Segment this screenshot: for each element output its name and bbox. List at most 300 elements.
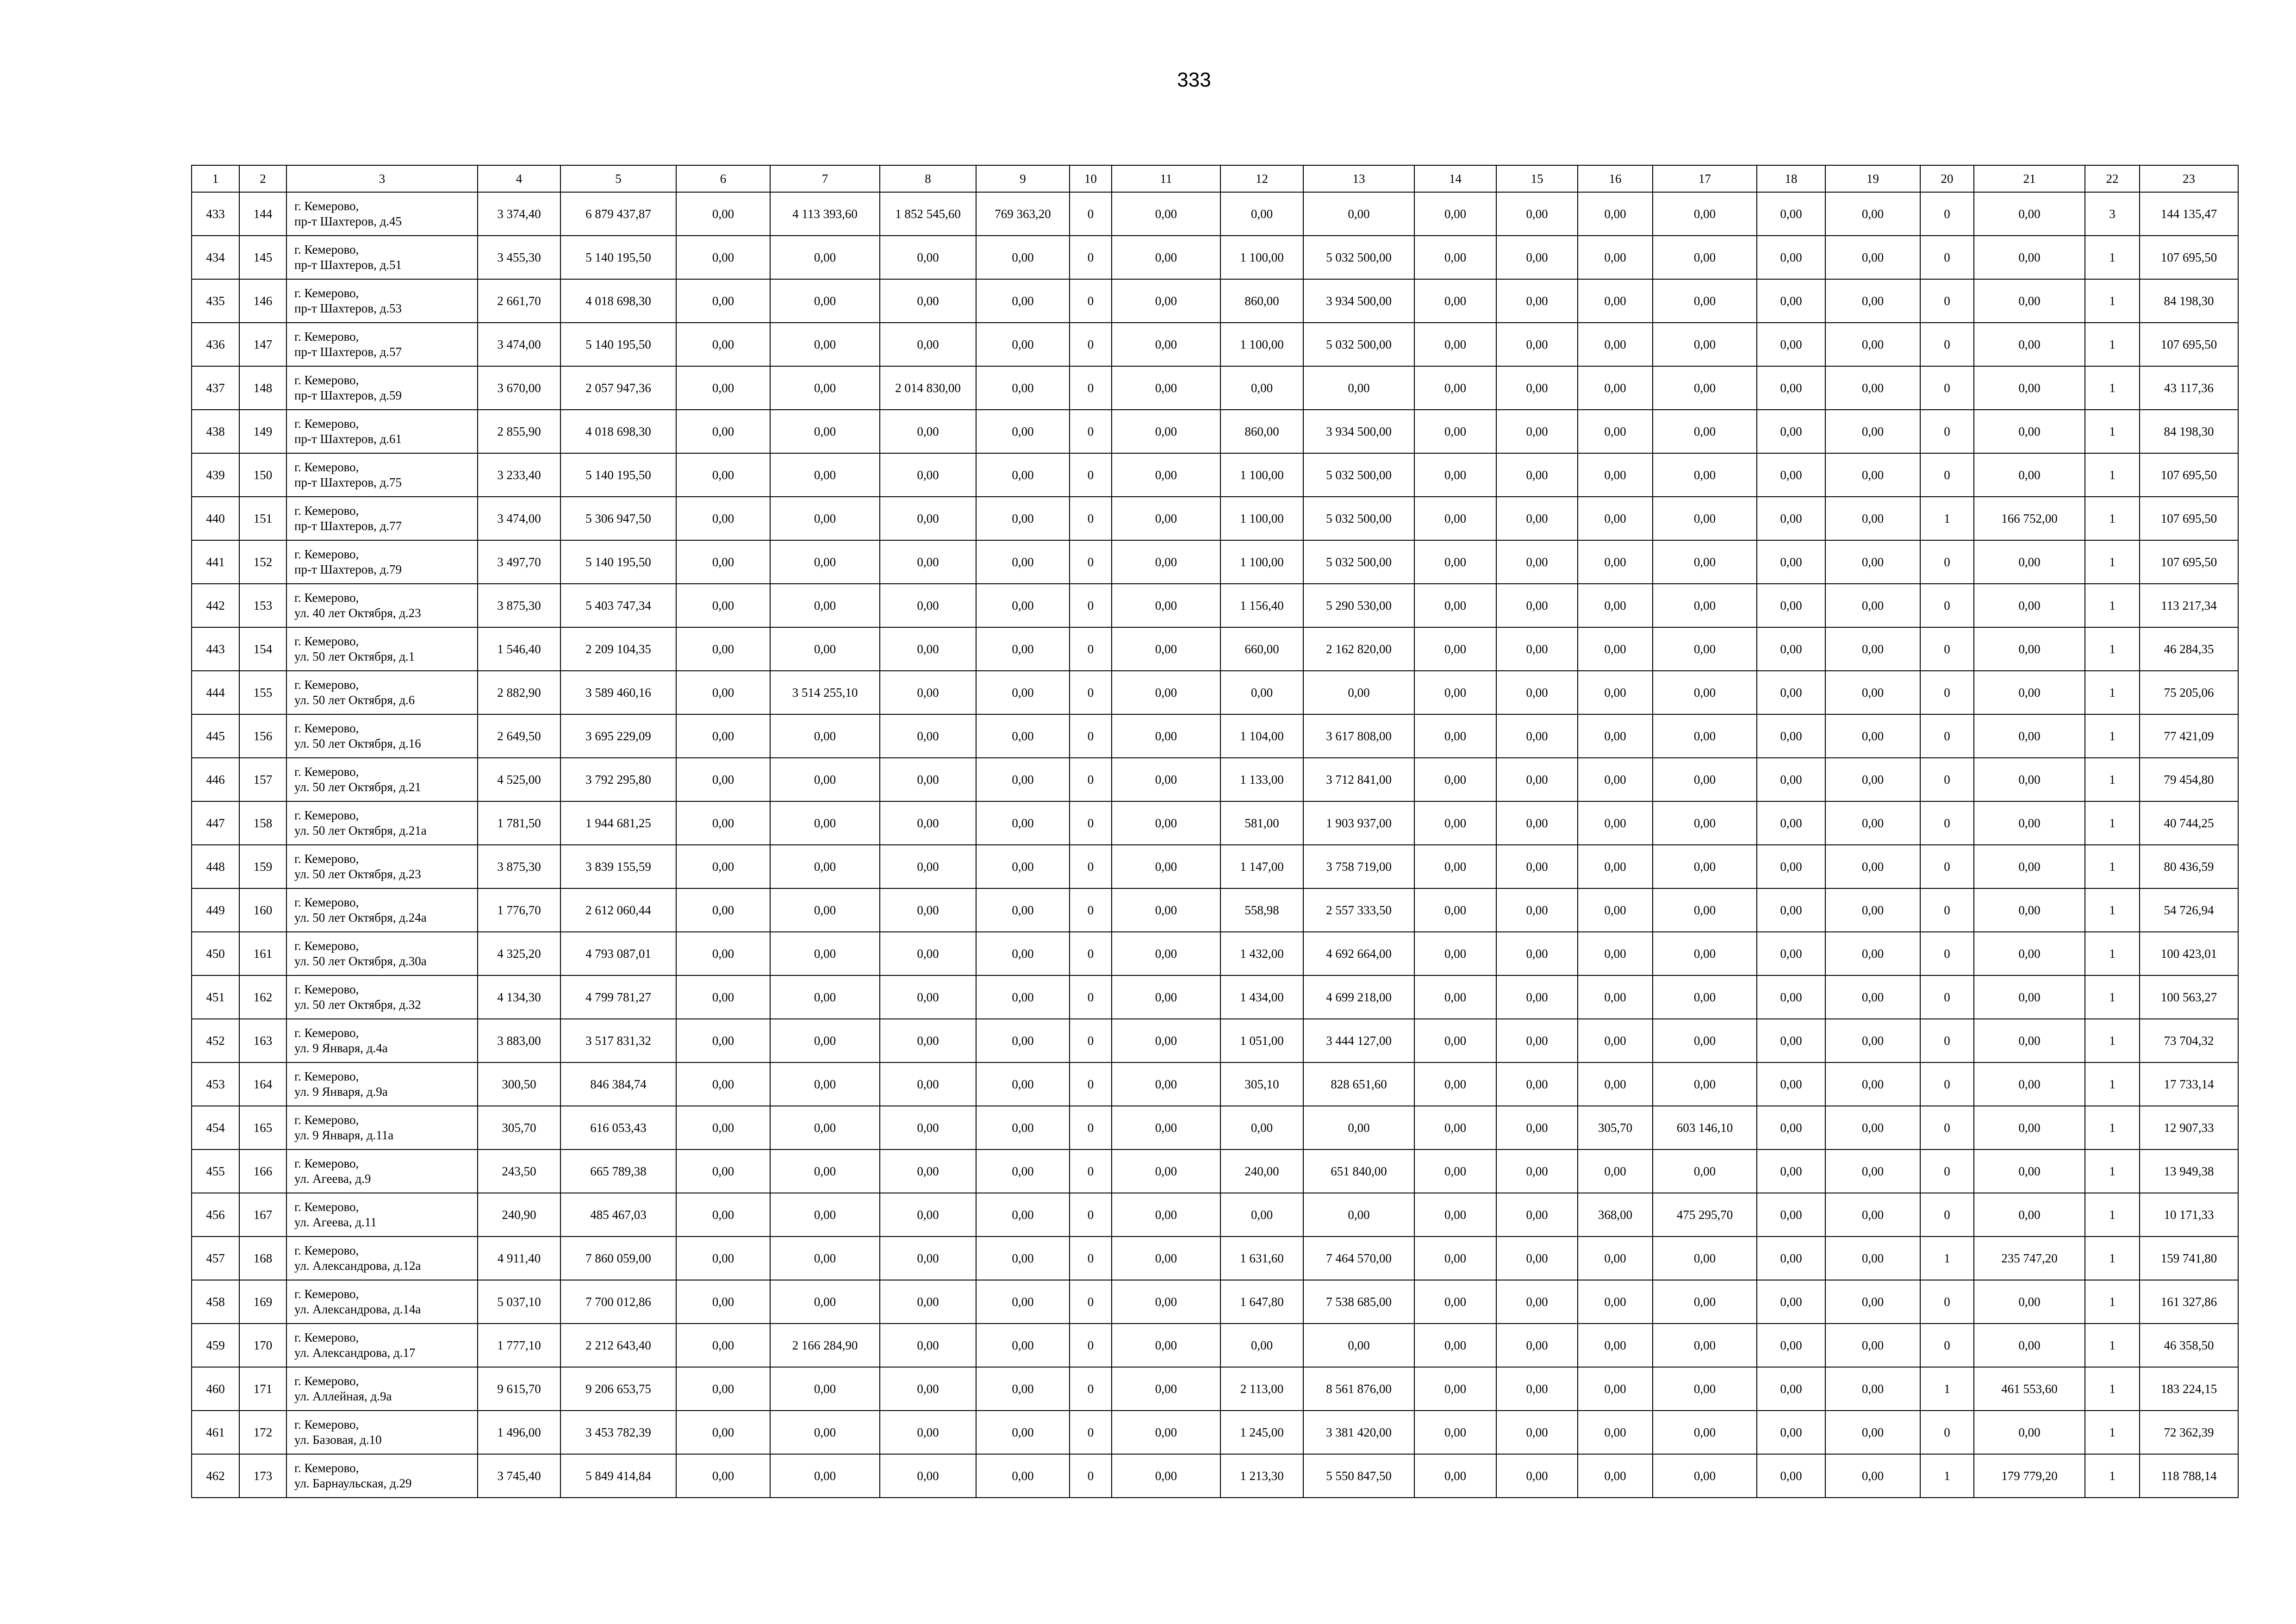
- table-cell: 0,00: [1578, 1454, 1653, 1498]
- table-cell: 0,00: [1578, 975, 1653, 1019]
- table-cell: 0,00: [976, 1367, 1070, 1411]
- table-cell: 7 464 570,00: [1303, 1237, 1414, 1280]
- table-cell: 0,00: [1825, 758, 1920, 801]
- table-cell: 77 421,09: [2140, 714, 2238, 758]
- table-cell: 5 032 500,00: [1303, 453, 1414, 497]
- column-header: 5: [560, 165, 676, 192]
- table-cell: 0: [1070, 1324, 1112, 1367]
- column-header: 11: [1112, 165, 1220, 192]
- table-cell: 162: [239, 975, 286, 1019]
- table-cell: 461: [192, 1411, 239, 1454]
- table-cell: 0,00: [1653, 1280, 1757, 1324]
- table-cell: 0,00: [880, 1411, 976, 1454]
- table-row: [192, 497, 2238, 540]
- address-line: г. Кемерово,: [294, 808, 359, 822]
- table-cell: 2 057 947,36: [560, 366, 676, 410]
- table-cell: 1 104,00: [1220, 714, 1303, 758]
- table-cell: 0,00: [676, 366, 770, 410]
- table-cell: 1: [2085, 584, 2140, 627]
- table-cell: 164: [239, 1062, 286, 1106]
- table-cell: 0,00: [1220, 366, 1303, 410]
- table-cell: 0,00: [976, 1019, 1070, 1062]
- table-cell: 0: [1070, 1193, 1112, 1237]
- column-header: 22: [2085, 165, 2140, 192]
- table-cell: 0,00: [1578, 453, 1653, 497]
- table-cell: 0,00: [1653, 801, 1757, 845]
- table-cell: 0,00: [676, 1062, 770, 1106]
- table-cell: 1 432,00: [1220, 932, 1303, 975]
- table-cell: 305,10: [1220, 1062, 1303, 1106]
- address-cell: [286, 192, 478, 236]
- address-line: пр-т Шахтеров, д.53: [294, 301, 402, 315]
- table-cell: 0,00: [976, 1062, 1070, 1106]
- table-cell: 0,00: [1414, 410, 1496, 453]
- address-line: ул. 50 лет Октября, д.21: [294, 780, 421, 794]
- table-cell: 0,00: [880, 323, 976, 366]
- table-cell: 1 245,00: [1220, 1411, 1303, 1454]
- table-cell: 2 882,90: [478, 671, 560, 714]
- table-cell: 0: [1920, 1411, 1974, 1454]
- address-line: г. Кемерово,: [294, 286, 359, 300]
- table-cell: 144: [239, 192, 286, 236]
- table-cell: 368,00: [1578, 1193, 1653, 1237]
- table-cell: 0,00: [1112, 801, 1220, 845]
- table-cell: 0,00: [976, 1237, 1070, 1280]
- table-cell: 0,00: [1757, 627, 1825, 671]
- table-cell: 9 615,70: [478, 1367, 560, 1411]
- table-cell: 166: [239, 1149, 286, 1193]
- table-cell: 0,00: [1303, 366, 1414, 410]
- table-cell: 0,00: [1496, 279, 1578, 323]
- table-cell: 0,00: [676, 1149, 770, 1193]
- address-line: ул. 50 лет Октября, д.23: [294, 867, 421, 881]
- table-cell: 0,00: [770, 888, 880, 932]
- table-cell: 2 162 820,00: [1303, 627, 1414, 671]
- table-cell: 0,00: [1825, 584, 1920, 627]
- table-cell: 0,00: [1757, 540, 1825, 584]
- table-cell: 0,00: [1653, 671, 1757, 714]
- table-cell: 0,00: [1974, 671, 2085, 714]
- table-cell: 0,00: [976, 366, 1070, 410]
- table-cell: 3: [2085, 192, 2140, 236]
- column-header: 20: [1920, 165, 1974, 192]
- table-cell: 0,00: [880, 279, 976, 323]
- table-cell: 462: [192, 1454, 239, 1498]
- table-cell: 0,00: [1496, 453, 1578, 497]
- table-cell: 0,00: [1653, 584, 1757, 627]
- table-cell: 100 563,27: [2140, 975, 2238, 1019]
- table-cell: 434: [192, 236, 239, 279]
- table-cell: 3 517 831,32: [560, 1019, 676, 1062]
- table-cell: 4 134,30: [478, 975, 560, 1019]
- table-cell: 166 752,00: [1974, 497, 2085, 540]
- address-cell: [286, 888, 478, 932]
- table-cell: 0,00: [676, 1106, 770, 1149]
- table-cell: 0,00: [1757, 671, 1825, 714]
- table-cell: 0,00: [1578, 497, 1653, 540]
- table-cell: 2 209 104,35: [560, 627, 676, 671]
- table-cell: 0,00: [1653, 627, 1757, 671]
- table-cell: 0,00: [1825, 975, 1920, 1019]
- address-line: г. Кемерово,: [294, 939, 359, 953]
- table-cell: 2 166 284,90: [770, 1324, 880, 1367]
- table-cell: 0: [1070, 540, 1112, 584]
- table-cell: 1: [2085, 497, 2140, 540]
- address-line: ул. 9 Января, д.11а: [294, 1128, 394, 1142]
- table-cell: 0,00: [676, 1019, 770, 1062]
- address-cell: [286, 627, 478, 671]
- table-cell: 0,00: [1825, 323, 1920, 366]
- table-cell: 54 726,94: [2140, 888, 2238, 932]
- table-row: [192, 758, 2238, 801]
- table-cell: 0,00: [1496, 714, 1578, 758]
- table-cell: 0,00: [1414, 236, 1496, 279]
- table-cell: 0,00: [676, 1324, 770, 1367]
- table-cell: 0,00: [1825, 671, 1920, 714]
- table-cell: 5 306 947,50: [560, 497, 676, 540]
- table-cell: 4 699 218,00: [1303, 975, 1414, 1019]
- address-cell: [286, 845, 478, 888]
- table-cell: 0,00: [770, 279, 880, 323]
- table-cell: 0,00: [1825, 1019, 1920, 1062]
- table-cell: 485 467,03: [560, 1193, 676, 1237]
- table-row: [192, 1411, 2238, 1454]
- table-row: [192, 279, 2238, 323]
- table-cell: 0,00: [1414, 714, 1496, 758]
- table-cell: 3 883,00: [478, 1019, 560, 1062]
- table-cell: 1 631,60: [1220, 1237, 1303, 1280]
- table-cell: 0: [1070, 1062, 1112, 1106]
- table-cell: 169: [239, 1280, 286, 1324]
- table-cell: 107 695,50: [2140, 540, 2238, 584]
- column-header: 9: [976, 165, 1070, 192]
- table-cell: 0,00: [1496, 975, 1578, 1019]
- address-line: г. Кемерово,: [294, 330, 359, 344]
- table-cell: 0,00: [770, 975, 880, 1019]
- column-header: 4: [478, 165, 560, 192]
- table-cell: 151: [239, 497, 286, 540]
- address-line: пр-т Шахтеров, д.57: [294, 345, 402, 359]
- address-line: г. Кемерово,: [294, 852, 359, 866]
- table-cell: 0,00: [976, 323, 1070, 366]
- table-cell: 1: [2085, 1062, 2140, 1106]
- address-cell: [286, 410, 478, 453]
- table-cell: 5 032 500,00: [1303, 323, 1414, 366]
- table-cell: 0,00: [1414, 801, 1496, 845]
- table-cell: 0,00: [1414, 1237, 1496, 1280]
- table-cell: 0,00: [770, 1193, 880, 1237]
- table-cell: 0,00: [1220, 1193, 1303, 1237]
- table-cell: 0,00: [880, 1237, 976, 1280]
- table-cell: 0,00: [1112, 1411, 1220, 1454]
- address-cell: [286, 1019, 478, 1062]
- table-cell: 0,00: [1414, 1280, 1496, 1324]
- table-cell: 0: [1920, 1324, 1974, 1367]
- table-cell: 0,00: [880, 1149, 976, 1193]
- table-cell: 0,00: [1578, 671, 1653, 714]
- table-cell: 9 206 653,75: [560, 1367, 676, 1411]
- table-cell: 5 403 747,34: [560, 584, 676, 627]
- column-header: 19: [1825, 165, 1920, 192]
- table-cell: 0,00: [1974, 1411, 2085, 1454]
- table-cell: 1 944 681,25: [560, 801, 676, 845]
- address-line: ул. Аллейная, д.9а: [294, 1389, 392, 1403]
- table-cell: 0: [1920, 236, 1974, 279]
- table-cell: 1: [2085, 1106, 2140, 1149]
- table-cell: 0: [1070, 192, 1112, 236]
- table-cell: 5 037,10: [478, 1280, 560, 1324]
- table-cell: 153: [239, 584, 286, 627]
- table-cell: 0,00: [1578, 279, 1653, 323]
- address-line: ул. Барнаульская, д.29: [294, 1476, 412, 1490]
- table-cell: 0,00: [1112, 1324, 1220, 1367]
- table-cell: 828 651,60: [1303, 1062, 1414, 1106]
- table-cell: 0,00: [1578, 366, 1653, 410]
- table-cell: 0,00: [676, 888, 770, 932]
- table-cell: 0,00: [1112, 453, 1220, 497]
- table-cell: 0: [1070, 410, 1112, 453]
- table-cell: 0,00: [1496, 1367, 1578, 1411]
- table-cell: 0,00: [1757, 975, 1825, 1019]
- table-cell: 0,00: [1974, 1019, 2085, 1062]
- table-cell: 0,00: [1578, 540, 1653, 584]
- table-cell: 0: [1070, 584, 1112, 627]
- table-cell: 0,00: [770, 1062, 880, 1106]
- address-line: ул. Агеева, д.11: [294, 1215, 377, 1229]
- table-cell: 158: [239, 801, 286, 845]
- address-cell: [286, 1367, 478, 1411]
- table-cell: 3 839 155,59: [560, 845, 676, 888]
- table-cell: 0,00: [1974, 236, 2085, 279]
- table-cell: 3 758 719,00: [1303, 845, 1414, 888]
- table-cell: 0,00: [976, 453, 1070, 497]
- table-cell: 0,00: [1757, 366, 1825, 410]
- table-cell: 107 695,50: [2140, 497, 2238, 540]
- table-cell: 0,00: [1578, 1411, 1653, 1454]
- address-line: г. Кемерово,: [294, 678, 359, 692]
- table-cell: 3 453 782,39: [560, 1411, 676, 1454]
- table-cell: 0,00: [1414, 584, 1496, 627]
- table-cell: 0,00: [1578, 192, 1653, 236]
- table-cell: 0,00: [1578, 1324, 1653, 1367]
- address-cell: [286, 714, 478, 758]
- address-line: г. Кемерово,: [294, 634, 359, 648]
- table-cell: 118 788,14: [2140, 1454, 2238, 1498]
- table-cell: 0,00: [676, 845, 770, 888]
- table-cell: 1: [2085, 1454, 2140, 1498]
- table-cell: 146: [239, 279, 286, 323]
- table-cell: 113 217,34: [2140, 584, 2238, 627]
- table-cell: 0,00: [1974, 279, 2085, 323]
- table-cell: 0,00: [1578, 627, 1653, 671]
- table-cell: 0,00: [1496, 888, 1578, 932]
- table-cell: 0,00: [676, 932, 770, 975]
- table-cell: 0,00: [1653, 1454, 1757, 1498]
- table-cell: 1 156,40: [1220, 584, 1303, 627]
- address-line: пр-т Шахтеров, д.45: [294, 214, 402, 228]
- table-cell: 0,00: [770, 932, 880, 975]
- table-cell: 0: [1920, 627, 1974, 671]
- table-cell: 2 649,50: [478, 714, 560, 758]
- table-cell: 0,00: [1653, 975, 1757, 1019]
- table-cell: 1: [2085, 1324, 2140, 1367]
- table-cell: 0,00: [1496, 236, 1578, 279]
- table-cell: 3 745,40: [478, 1454, 560, 1498]
- table-cell: 457: [192, 1237, 239, 1280]
- table-cell: 0,00: [676, 627, 770, 671]
- table-cell: 0,00: [880, 410, 976, 453]
- table-cell: 1: [2085, 714, 2140, 758]
- column-header: 14: [1414, 165, 1496, 192]
- address-line: ул. Александрова, д.17: [294, 1346, 416, 1360]
- table-cell: 458: [192, 1280, 239, 1324]
- table-cell: 0,00: [1653, 1062, 1757, 1106]
- table-row: [192, 1149, 2238, 1193]
- table-row: [192, 453, 2238, 497]
- table-cell: 0,00: [676, 671, 770, 714]
- table-cell: 0,00: [1578, 584, 1653, 627]
- address-cell: [286, 366, 478, 410]
- table-cell: 2 855,90: [478, 410, 560, 453]
- table-cell: 0,00: [1757, 845, 1825, 888]
- table-cell: 603 146,10: [1653, 1106, 1757, 1149]
- table-cell: 0: [1070, 1237, 1112, 1280]
- table-cell: 1: [2085, 410, 2140, 453]
- address-line: г. Кемерово,: [294, 1330, 359, 1344]
- address-line: ул. 9 Января, д.9а: [294, 1085, 388, 1099]
- table-cell: 0,00: [1653, 888, 1757, 932]
- table-cell: 154: [239, 627, 286, 671]
- table-cell: 0,00: [976, 975, 1070, 1019]
- table-cell: 0: [1920, 671, 1974, 714]
- address-cell: [286, 1280, 478, 1324]
- table-cell: 0,00: [770, 1237, 880, 1280]
- address-cell: [286, 1193, 478, 1237]
- table-cell: 0,00: [1414, 453, 1496, 497]
- table-cell: 3 792 295,80: [560, 758, 676, 801]
- table-cell: 0,00: [976, 540, 1070, 584]
- table-cell: 0,00: [1825, 1367, 1920, 1411]
- address-line: г. Кемерово,: [294, 373, 359, 387]
- table-cell: 0: [1920, 801, 1974, 845]
- table-cell: 75 205,06: [2140, 671, 2238, 714]
- table-cell: 1: [2085, 932, 2140, 975]
- address-line: г. Кемерово,: [294, 547, 359, 561]
- address-cell: [286, 758, 478, 801]
- table-cell: 1 496,00: [478, 1411, 560, 1454]
- table-cell: 107 695,50: [2140, 453, 2238, 497]
- table-cell: 0,00: [1578, 1367, 1653, 1411]
- column-header: 15: [1496, 165, 1578, 192]
- table-cell: 0,00: [1825, 1106, 1920, 1149]
- table-cell: 179 779,20: [1974, 1454, 2085, 1498]
- address-line: ул. Агеева, д.9: [294, 1172, 371, 1186]
- address-line: пр-т Шахтеров, д.61: [294, 432, 402, 446]
- table-cell: 0,00: [770, 584, 880, 627]
- table-row: [192, 1280, 2238, 1324]
- table-cell: 0,00: [1112, 1367, 1220, 1411]
- table-cell: 846 384,74: [560, 1062, 676, 1106]
- table-cell: 0: [1920, 888, 1974, 932]
- table-cell: 0,00: [676, 1454, 770, 1498]
- address-line: г. Кемерово,: [294, 1113, 359, 1127]
- table-cell: 0,00: [880, 1367, 976, 1411]
- address-line: г. Кемерово,: [294, 1243, 359, 1257]
- table-cell: 0,00: [1578, 236, 1653, 279]
- table-cell: 454: [192, 1106, 239, 1149]
- table-cell: 0,00: [1974, 1324, 2085, 1367]
- address-cell: [286, 453, 478, 497]
- table-cell: 2 212 643,40: [560, 1324, 676, 1367]
- table-cell: 46 358,50: [2140, 1324, 2238, 1367]
- table-cell: 2 612 060,44: [560, 888, 676, 932]
- table-cell: 0,00: [1112, 323, 1220, 366]
- column-header: 12: [1220, 165, 1303, 192]
- table-row: [192, 366, 2238, 410]
- table-cell: 456: [192, 1193, 239, 1237]
- table-row: [192, 932, 2238, 975]
- table-cell: 183 224,15: [2140, 1367, 2238, 1411]
- table-cell: 0,00: [1974, 975, 2085, 1019]
- table-cell: 0: [1920, 1149, 1974, 1193]
- table-cell: 0,00: [1757, 236, 1825, 279]
- address-line: ул. 50 лет Октября, д.16: [294, 737, 421, 750]
- table-cell: 0,00: [1757, 192, 1825, 236]
- table-cell: 1: [2085, 888, 2140, 932]
- table-cell: 0,00: [1653, 497, 1757, 540]
- table-cell: 0,00: [1825, 845, 1920, 888]
- table-cell: 441: [192, 540, 239, 584]
- table-cell: 0,00: [770, 497, 880, 540]
- address-line: г. Кемерово,: [294, 591, 359, 605]
- table-cell: 0,00: [1757, 1062, 1825, 1106]
- table-cell: 3 514 255,10: [770, 671, 880, 714]
- table-cell: 0,00: [880, 1324, 976, 1367]
- table-cell: 0,00: [1974, 1062, 2085, 1106]
- table-cell: 0,00: [1414, 1062, 1496, 1106]
- table-cell: 1: [1920, 1454, 1974, 1498]
- address-line: г. Кемерово,: [294, 460, 359, 474]
- table-cell: 150: [239, 453, 286, 497]
- table-cell: 3 381 420,00: [1303, 1411, 1414, 1454]
- table-cell: 0: [1920, 1280, 1974, 1324]
- table-cell: 0,00: [1757, 453, 1825, 497]
- table-cell: 168: [239, 1237, 286, 1280]
- table-cell: 0,00: [1578, 1019, 1653, 1062]
- table-cell: 0,00: [1112, 888, 1220, 932]
- table-cell: 1 133,00: [1220, 758, 1303, 801]
- table-cell: 0,00: [1825, 236, 1920, 279]
- table-cell: 581,00: [1220, 801, 1303, 845]
- table-cell: 4 525,00: [478, 758, 560, 801]
- table-cell: 0: [1070, 1106, 1112, 1149]
- table-cell: 0,00: [1757, 1280, 1825, 1324]
- table-cell: 0: [1920, 714, 1974, 758]
- table-cell: 2 557 333,50: [1303, 888, 1414, 932]
- table-cell: 1 100,00: [1220, 323, 1303, 366]
- table-cell: 0,00: [1974, 845, 2085, 888]
- address-cell: [286, 1106, 478, 1149]
- table-cell: 0,00: [1414, 1019, 1496, 1062]
- table-cell: 1: [2085, 845, 2140, 888]
- table-cell: 160: [239, 888, 286, 932]
- table-cell: 0,00: [1578, 410, 1653, 453]
- table-cell: 0,00: [1825, 540, 1920, 584]
- table-cell: 0,00: [1974, 584, 2085, 627]
- table-cell: 0: [1070, 932, 1112, 975]
- table-cell: 0,00: [770, 410, 880, 453]
- table-cell: 0,00: [1220, 192, 1303, 236]
